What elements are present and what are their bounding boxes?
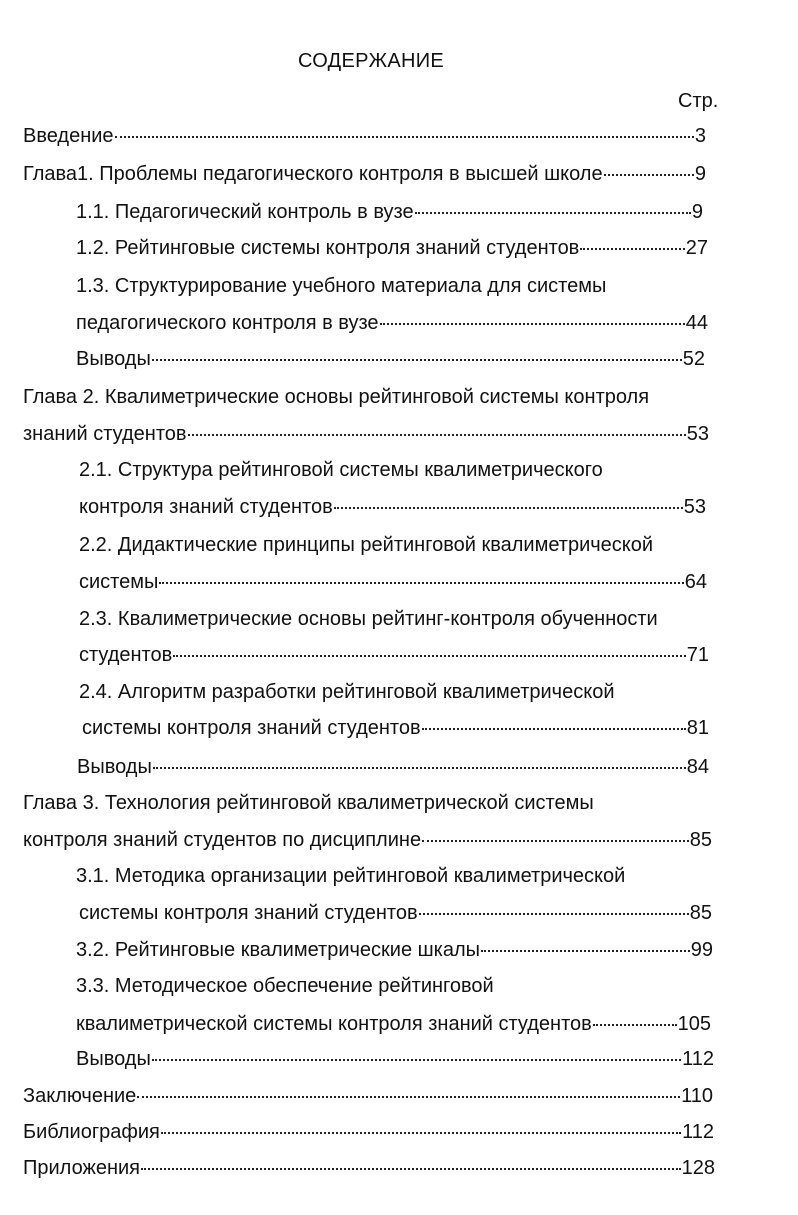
- dot-leader: [141, 1168, 681, 1170]
- toc-entry-title: Глава1. Проблемы педагогического контроля в высшей школе: [23, 163, 603, 185]
- toc-page-number: 9: [694, 163, 706, 185]
- toc-entry-section-3-1-title-line-1[interactable]: 3.1. Методика организации рейтинговой квалиметрической: [76, 865, 626, 887]
- toc-entry-title: Выводы: [77, 756, 152, 778]
- toc-entry-title: контроля знаний студентов по дисциплине: [23, 829, 422, 851]
- dot-leader: [481, 950, 690, 952]
- toc-page-number: 85: [689, 829, 712, 851]
- toc-page-number: 53: [686, 423, 709, 445]
- toc-page-number: 105: [677, 1013, 711, 1035]
- toc-page-number: 99: [690, 939, 713, 961]
- toc-entry-title: знаний студентов: [23, 423, 187, 445]
- toc-page-number: 112: [682, 1121, 714, 1143]
- toc-entry-appendix[interactable]: [23, 1154, 715, 1182]
- toc-page-number: 27: [685, 237, 708, 259]
- toc-entry-title: контроля знаний студентов: [79, 496, 333, 518]
- toc-entry-conclusion[interactable]: [23, 1082, 713, 1110]
- toc-entry-title: Библиография: [23, 1121, 160, 1143]
- toc-entry-chapter-1[interactable]: [23, 160, 706, 188]
- toc-page-number: 3: [694, 125, 706, 147]
- toc-entry-section-2-3-title-line-1[interactable]: 2.3. Квалиметрические основы рейтинг-контроля обученности: [79, 608, 658, 630]
- pages-column-header: Стр.: [678, 90, 719, 112]
- toc-entry-section-1-3[interactable]: [76, 309, 708, 337]
- toc-entry-intro[interactable]: [23, 122, 706, 150]
- toc-entry-title: Выводы: [76, 348, 151, 370]
- toc-entry-section-2-4[interactable]: [82, 714, 709, 742]
- dot-leader: [415, 212, 691, 214]
- toc-entry-title: студентов: [79, 644, 173, 666]
- page-title: СОДЕРЖАНИЕ: [297, 50, 445, 72]
- dot-leader: [152, 359, 682, 361]
- toc-page-number: 9: [691, 201, 703, 223]
- dot-leader: [188, 434, 686, 436]
- dot-leader: [422, 840, 689, 842]
- toc-entry-section-3-3-title-line-1[interactable]: 3.3. Методическое обеспечение рейтинговой: [76, 975, 494, 997]
- dot-leader: [580, 248, 684, 250]
- toc-page-number: 71: [686, 644, 709, 666]
- toc-entry-title: 1.2. Рейтинговые системы контроля знаний студентов: [76, 237, 580, 259]
- toc-entry-chapter-3-title-line-1[interactable]: Глава 3. Технология рейтинговой квалиметрической системы: [23, 792, 594, 814]
- toc-entry-section-2-4-title-line-1[interactable]: 2.4. Алгоритм разработки рейтинговой квалиметрической: [79, 681, 615, 703]
- toc-page-number: 52: [682, 348, 705, 370]
- toc-entry-section-1-3-title-line-1[interactable]: 1.3. Структурирование учебного материала для системы: [76, 275, 607, 297]
- toc-page-number: 84: [686, 756, 709, 778]
- toc-entry-section-2-2-title-line-1[interactable]: 2.2. Дидактические принципы рейтинговой квалиметрической: [79, 534, 654, 556]
- toc-entry-title: 3.2. Рейтинговые квалиметрические шкалы: [76, 939, 481, 961]
- toc-entry-section-2-1[interactable]: [79, 493, 706, 521]
- toc-entry-conclusions-2[interactable]: [77, 753, 709, 781]
- toc-entry-chapter-2-title-line-1[interactable]: Глава 2. Квалиметрические основы рейтинговой системы контроля: [23, 386, 650, 408]
- dot-leader: [604, 174, 694, 176]
- dot-leader: [380, 323, 685, 325]
- dot-leader: [334, 507, 683, 509]
- toc-entry-bibliography[interactable]: [23, 1118, 714, 1146]
- toc-entry-section-3-3[interactable]: [76, 1010, 711, 1038]
- toc-entry-section-3-1[interactable]: [79, 899, 712, 927]
- toc-entry-title: Выводы: [76, 1048, 151, 1070]
- toc-entry-title: Заключение: [23, 1085, 137, 1107]
- toc-entry-section-2-2[interactable]: [79, 568, 707, 596]
- toc-page-number: 112: [682, 1048, 714, 1070]
- toc-page-number: 81: [686, 717, 709, 739]
- toc-page-number: 64: [684, 571, 707, 593]
- dot-leader: [153, 767, 686, 769]
- toc-entry-title: системы контроля знаний студентов: [82, 717, 421, 739]
- toc-entry-title: квалиметрической системы контроля знаний студентов: [76, 1013, 592, 1035]
- toc-entry-chapter-2[interactable]: [23, 420, 709, 448]
- toc-entry-title: системы: [79, 571, 159, 593]
- toc-page-number: 110: [681, 1085, 713, 1107]
- toc-page-number: 128: [681, 1157, 715, 1179]
- toc-entry-conclusions-1[interactable]: [76, 345, 705, 373]
- toc-entry-title: Введение: [23, 125, 114, 147]
- dot-leader: [161, 1132, 681, 1134]
- dot-leader: [137, 1096, 680, 1098]
- toc-entry-title: системы контроля знаний студентов: [79, 902, 418, 924]
- toc-entry-section-3-2[interactable]: [76, 936, 713, 964]
- toc-entry-title: Приложения: [23, 1157, 141, 1179]
- toc-entry-section-1-1[interactable]: [76, 198, 703, 226]
- dot-leader: [593, 1024, 677, 1026]
- toc-page-number: 53: [683, 496, 706, 518]
- toc-entry-section-2-1-title-line-1[interactable]: 2.1. Структура рейтинговой системы квалиметрического: [79, 459, 603, 481]
- toc-entry-section-2-3[interactable]: [79, 641, 709, 669]
- toc-entry-section-1-2[interactable]: [76, 234, 708, 262]
- dot-leader: [115, 136, 694, 138]
- toc-entry-chapter-3[interactable]: [23, 826, 712, 854]
- dot-leader: [173, 655, 686, 657]
- toc-entry-title: 1.1. Педагогический контроль в вузе: [76, 201, 414, 223]
- toc-page-number: 85: [689, 902, 712, 924]
- toc-page-number: 44: [685, 312, 708, 334]
- dot-leader: [422, 728, 686, 730]
- dot-leader: [159, 582, 683, 584]
- toc-entry-title: педагогического контроля в вузе: [76, 312, 379, 334]
- toc-entry-conclusions-3[interactable]: [76, 1045, 714, 1073]
- dot-leader: [419, 913, 689, 915]
- dot-leader: [152, 1059, 681, 1061]
